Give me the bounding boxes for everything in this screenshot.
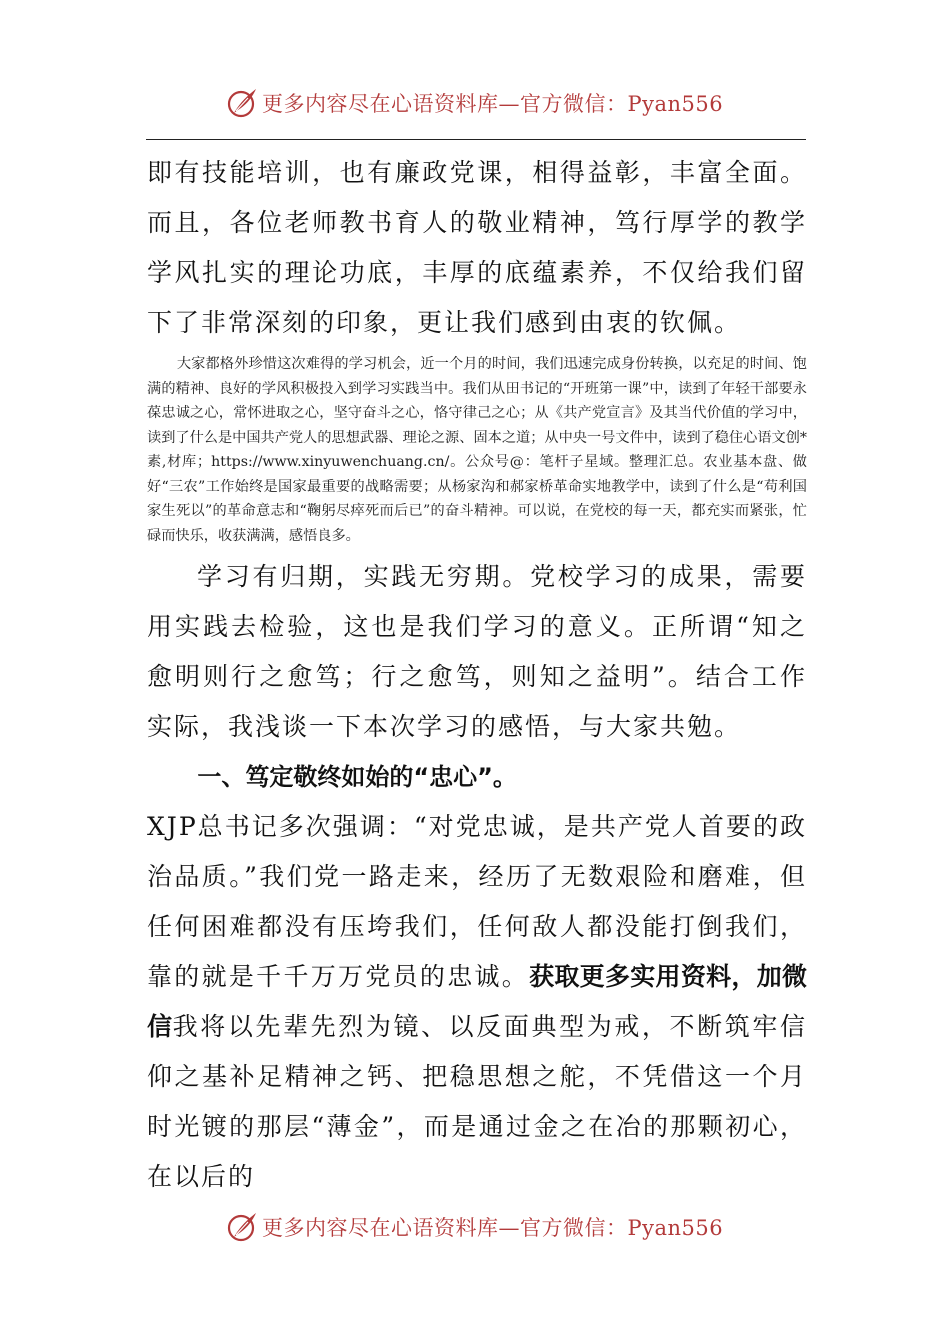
section-heading-1: 一、笃定敬终如始的“忠心”。 xyxy=(197,763,517,791)
paragraph-1: 即有技能培训，也有廉政党课，相得益彰，丰富全面。而且，各位老师教书育人的敬业精神，笃行厚学的教学学风扎实的理论功底，丰厚的底蕴素养，不仅给我们留下了非常深刻的印象，更让我们感到由衷的钦佩。 xyxy=(147,158,807,337)
header-banner xyxy=(226,86,723,120)
quill-logo-icon xyxy=(226,86,260,120)
quill-logo-icon xyxy=(226,1210,260,1244)
footer-banner xyxy=(226,1210,723,1244)
paragraph-4-text-a: XJP总书记多次强调：“对党忠诚，是共产党人首要的政治品质。”我们党一路走来，经历了无数艰险和磨难，但任何困难都没有压垮我们，任何敌人都没能打倒我们，靠的就是千千万万党员的忠诚。 xyxy=(147,812,807,991)
document-body xyxy=(147,148,807,1202)
header-banner-text: 更多内容尽在心语资料库—官方微信：Pyan556 xyxy=(262,92,724,116)
paragraph-4 xyxy=(147,802,807,1202)
paragraph-4-text-b: 我将以先辈先烈为镜、以反面典型为戒，不断筑牢信仰之基补足精神之钙、把稳思想之舵，不凭借这一个月时光镀的那层“薄金”，而是通过金之在冶的那颗初心，在以后的 xyxy=(147,1012,807,1191)
paragraph-3: 学习有归期，实践无穷期。党校学习的成果，需要用实践去检验，这也是我们学习的意义。正所谓“知之愈明则行之愈笃；行之愈笃，则知之益明”。结合工作实际，我浅谈一下本次学习的感悟，与大家共勉。 xyxy=(147,562,807,741)
paragraph-2: 大家都格外珍惜这次难得的学习机会，近一个月的时间，我们迅速完成身份转换，以充足的时间、饱满的精神、良好的学风积极投入到学习实践当中。我们从田书记的“开班第一课”中，读到了年轻干部要永葆忠诚之心，常怀进取之心，坚守奋斗之心，恪守律己之心；从《共产党宣言》及其当代价值的学习中，读到了什么是中国共产党人的思想武器、理论之源、固本之道；从中央一号文件中，读到了稳住心语文创*素,材库；https://www.xinyuwenchuang.cn/。公众号@：笔杆子星域。整理汇总。农业基本盘、做好“三农”工作始终是国家最重要的战略需要；从杨家沟和郝家桥革命实地教学中，读到了什么是“苟利国家生死以”的革命意志和“鞠躬尽瘁死而后已”的奋斗精神。可以说，在党校的每一天，都充实而紧张，忙碌而快乐，收获满满，感悟良多。 xyxy=(147,356,807,544)
header-divider xyxy=(146,139,806,140)
footer-banner-text: 更多内容尽在心语资料库—官方微信：Pyan556 xyxy=(262,1216,724,1240)
wechat-ad-text: 获取更多实用资料，加微信 xyxy=(147,962,807,1041)
